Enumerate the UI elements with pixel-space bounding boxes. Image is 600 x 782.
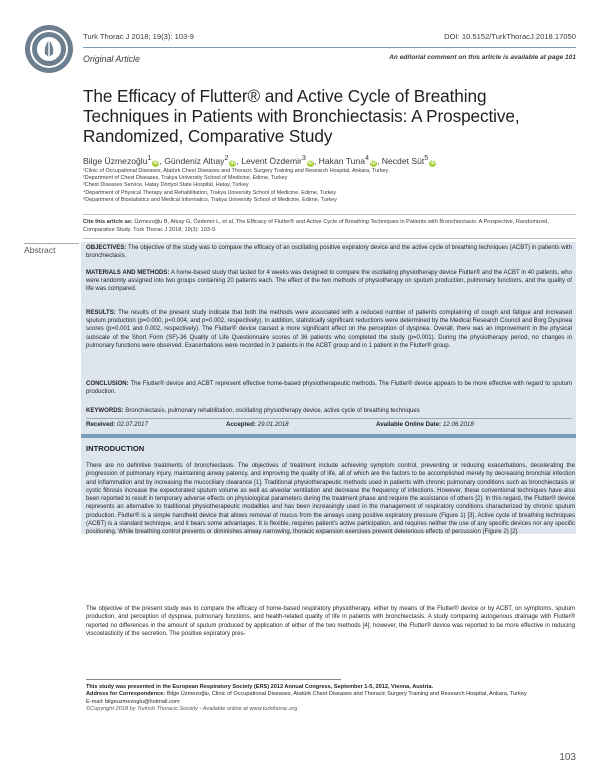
affiliation-item: ⁴Department of Physical Therapy and Rehabilitation, Trakya University School of Medicine, Edirne, Turkey xyxy=(83,189,337,196)
header-rule xyxy=(83,47,576,48)
cite-this-article-box xyxy=(83,214,576,239)
article-type-label: Original Article xyxy=(83,54,140,64)
keywords-label: KEYWORDS: xyxy=(86,408,124,414)
accepted-label: Accepted: xyxy=(226,421,256,428)
received-date xyxy=(86,421,148,428)
author-name: Necdet Süt xyxy=(381,155,425,166)
email-address[interactable]: E-mail: bilgeuzmezoglu@hotmail.com xyxy=(86,698,180,705)
abstract-side-label: Abstract xyxy=(24,243,79,255)
presentation-text: This study was presented in the European Respiratory Society (ERS) 2012 Annual Congress, September 1-5, 2012, Vienna, Austria. xyxy=(86,684,434,690)
affiliation-item: ³Chest Diseases Service, Hatay Dörtyol State Hospital, Hatay, Turkey xyxy=(83,182,249,189)
introduction-paragraph: There are no definitive treatments of bronchiectasis. The objectives of treatment include achieving symptom control, preventing or reducing exacerbations, decelerating the progression of pulmonary injury, maintaining airway patency, and improving the quality of life, all of which are the factors to be accomplished merely by decreasing bronchial infection and inflammation and by increasing the mucociliary clearance [1]. Traditional physiotherapeutic methods used in patients with chronic pulmonary conditions such as bronchiectasis or cystic fibrosis increase the expectorated sputum volume as well as alveolar ventilation and decrease the frequency of infections. However, these conventional techniques have also been reported to result in temporary adverse effects on physiological parameters during the treatment phase and require the assistance of others [2]. In this regard, the Flutter® device represents an alternative to traditional physiotherapeutic modalities and has been increasingly used in the management of respiratory conditions characterized by chronic sputum production. Flutter® is a simple handheld device that allows removal of mucus from the airways using positive expiratory pressure (Figure 1) [3]. Active cycle of breathing techniques (ACBT) is a standard technique, and it bears some advantages. It is flexible, requires patient's active participation, and requires neither the use of any specific devices nor any specific positioning. While breathing control prevents or diminishes airway narrowing, thoracic expansion exercises prevent deleterious effects of percussion (Figure 2) [2]. xyxy=(86,463,575,535)
orcid-icon[interactable]: iD xyxy=(307,159,313,166)
correspondence-note xyxy=(86,691,556,698)
online-label: Available Online Date: xyxy=(376,421,442,428)
abstract-keywords xyxy=(86,407,572,415)
affiliation-item: ⁵Department of Biostatistics and Medical Informatics, Trakya University School of Medicine, Edirne, Turkey xyxy=(83,196,337,203)
doi-link[interactable]: DOI: 10.5152/TurkThoracJ.2018.17050 xyxy=(444,32,576,41)
abstract-objectives xyxy=(86,244,572,260)
keywords-text: Bronchiectasis, pulmonary rehabilitation, oscillating physiotherapy device, active cycle of breathing techniques xyxy=(123,408,420,414)
footer-notes xyxy=(86,684,556,714)
author-affiliation-number: 2 xyxy=(224,154,229,162)
footer-rule xyxy=(86,679,341,680)
abstract-section-text: The results of the present study indicate that both the methods were associated with a reduced number of patients complaining of cough and fatigue and increased sputum production (p=0.000, p=0.004, and p=0.002, respectively). In addition, statistically significant reductions were determined by the Medical Research Council and Borg Dyspnea scores (p=0.001 and 0.002, respectively). The Flutter® device caused a more significant effect on the perception of dyspnea. Overall, there was an improvement in the physical subscale of the Short Form (SF)-36 Quality of Life Questionnaire scores of 36 patients who completed the study (p=0.001). During the physiotherapy period, no changes in pulmonary functions were observed. Exacerbations were recorded in 3 patients in the ACBT group and in 1 patient in the Flutter® group. xyxy=(86,310,572,349)
orcid-icon[interactable]: iD xyxy=(370,159,376,166)
abstract-section-heading: CONCLUSION: xyxy=(86,381,129,387)
correspondence-text: Bilge Üzmezoğlu, Clinic of Occupational Diseases, Atatürk Chest Diseases and Thoracic Surgery Training and Research Hospital, Ankara, Turkey xyxy=(165,691,527,698)
author-name: Levent Özdemir xyxy=(241,155,302,166)
author-list: Bilge Üzmezoğlu$^1$iD, Gündeniz Altıay$^2$iD, Levent Özdemir$^3$iD, Hakan Tuna$^4$iD, Necdet Süt$^5$iD xyxy=(83,154,436,166)
affiliation-list xyxy=(83,168,576,204)
section-divider-bar xyxy=(81,434,576,438)
author-name: Gündeniz Altıay xyxy=(164,155,225,166)
correspondence-label: Address for Correspondence: xyxy=(86,691,166,698)
abstract-section-heading: RESULTS: xyxy=(86,310,116,316)
introduction-heading: INTRODUCTION xyxy=(86,444,145,453)
journal-citation-line: Turk Thorac J 2018; 19(3): 103-9 xyxy=(83,32,195,41)
copyright-line: ©Copyright 2018 by Turkish Thoracic Society - Available online at www.turkthorac.org xyxy=(86,706,298,713)
abstract-section-text: The Flutter® device and ACBT represent effective home-based physiotherapeutic methods. The Flutter® device appears to be more effective with regard to sputum production. xyxy=(86,381,572,396)
orcid-icon[interactable]: iD xyxy=(230,159,236,166)
affiliation-item: ²Department of Chest Diseases, Trakya University School of Medicine, Edirne, Turkey xyxy=(83,175,288,182)
abstract-section-text: The objective of the study was to compare the efficacy of an oscillating positive expiratory device and the active cycle of breathing techniques (ACBT) in patients with bronchiectasis. xyxy=(86,245,572,260)
society-seal-logo xyxy=(24,24,74,74)
received-value: 02.07.2017 xyxy=(116,421,148,428)
abstract-section-text: A home-based study that lasted for 4 weeks was designed to compare the oscillating physiotherapy device Flutter® and the ACBT in 40 patients, who were randomly assigned into two groups containing 20 patients each. The effect of the two methods of physiotherapy on sputum production, pulmonary functions, and the quality of life was compared. xyxy=(86,270,572,293)
affiliation-item: ¹Clinic of Occupational Diseases, Atatürk Chest Diseases and Thoracic Surgery Training and Research Hospital, Ankara, Turkey xyxy=(83,168,389,174)
orcid-icon[interactable]: iD xyxy=(430,159,436,166)
author-affiliation-number: 4 xyxy=(365,154,369,162)
cite-text: Üzmezoğlu B, Altıay G, Özdemir L, et al. The Efficacy of Flutter® and Active Cycle of Breathing Techniques in Patients with Bronchiectasis: A Prospective, Randomized, Comparative Study. Turk Thorac J 2018; 19(3): 103-9. xyxy=(83,219,549,233)
abstract-conclusion xyxy=(86,380,572,396)
page-number: 103 xyxy=(559,752,576,763)
editorial-comment-note: An editorial comment on this article is available at page 101 xyxy=(389,54,576,61)
author-affiliation-number: 3 xyxy=(301,154,306,162)
abstract-section-heading: OBJECTIVES: xyxy=(86,245,127,251)
cite-label: Cite this article as: xyxy=(83,219,133,225)
author-affiliation-number: 5 xyxy=(424,154,429,162)
introduction-paragraph: The objective of the present study was to compare the efficacy of home-based respiratory physiotherapy, either by means of the Flutter® device or by ACBT, on symptoms, sputum production, and perception of dyspnea, pulmonary functions, and health-related quality of life in patients with bronchiectasis. A study comparing autogenous drainage with Flutter® reported no differences in the amount of sputum produced by application of either of the two methods [4]; however, the Flutter® device was reported to be more effective in reducing viscoelasticity of the secretion. The positive expiratory pres- xyxy=(86,606,575,637)
author-affiliation-number: 1 xyxy=(147,154,152,162)
article-title: The Efficacy of Flutter® and Active Cycle of Breathing Techniques in Patients with Bronchiectasis: A Prospective, Randomized, Comparative Study xyxy=(83,86,520,146)
accepted-value: 29.01.2018 xyxy=(257,421,289,428)
online-value: 12.06.2018 xyxy=(442,421,474,428)
online-date xyxy=(376,421,474,428)
received-label: Received: xyxy=(86,421,116,428)
author-name: Hakan Tuna xyxy=(318,155,365,166)
author-name: Bilge Üzmezoğlu xyxy=(83,155,148,166)
abstract-results xyxy=(86,309,572,350)
abstract-methods xyxy=(86,269,572,294)
orcid-icon[interactable]: iD xyxy=(153,159,159,166)
abstract-section-heading: MATERIALS AND METHODS: xyxy=(86,270,170,276)
accepted-date xyxy=(226,421,289,428)
article-dates xyxy=(86,418,572,431)
